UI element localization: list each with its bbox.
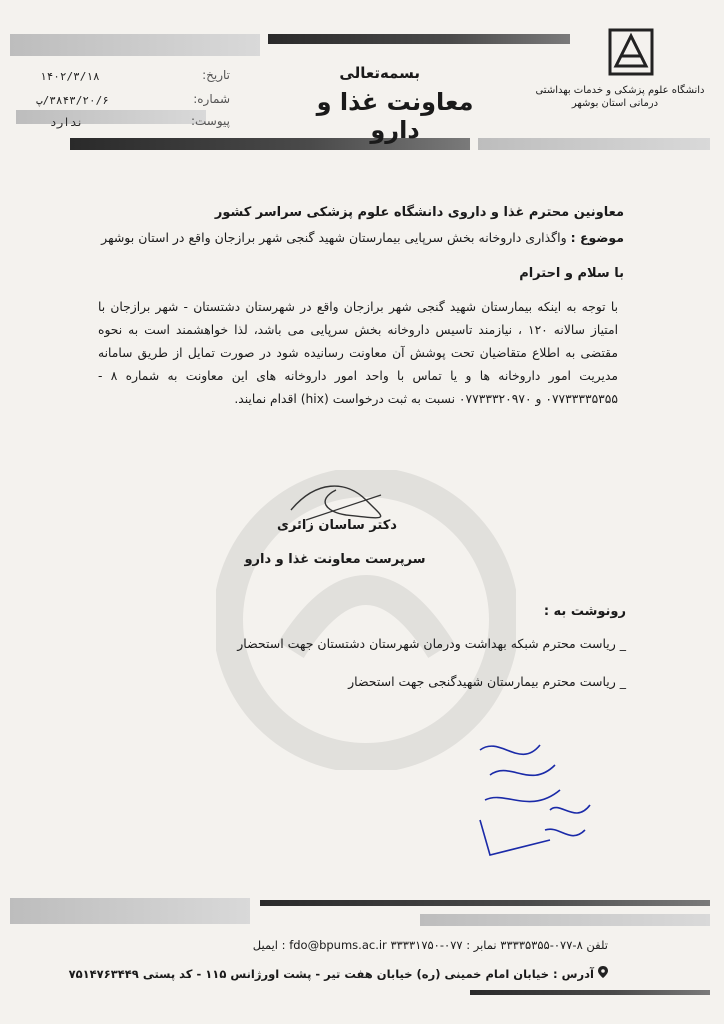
subject-label: موضوع : xyxy=(570,230,624,245)
handwritten-note xyxy=(460,730,610,870)
footer-stripe-right xyxy=(420,914,710,926)
subject-text: واگذاری داروخانه بخش سرپایی بیمارستان شهید گنجی شهر برازجان واقع در استان بوشهر xyxy=(101,230,567,245)
university-subname: درمانی استان بوشهر xyxy=(571,98,659,109)
location-pin-icon xyxy=(598,966,608,978)
footer-contact: تلفن ۸-۰۷۷-۳۳۳۳۵۳۵۵ نمابر : ۰۷۷-۳۳۳۳۱۷۵۰ fdo@bpums.ac.ir : ایمیل xyxy=(252,938,608,952)
footer-address: آدرس : خیابان امام خمینی (ره) خیابان هفت تیر - پشت اورژانس ۱۱۵ - کد پستی ۷۵۱۴۷۶۳۴۴۹ xyxy=(68,967,594,981)
header-stripe-top-right xyxy=(268,34,570,44)
basmala: بسمه‌تعالی xyxy=(339,64,420,82)
header-stripe-top-left xyxy=(10,34,260,56)
deputy-title: معاونت غذا و دارو xyxy=(316,88,474,144)
university-logo-icon xyxy=(606,26,656,78)
footer-address-row xyxy=(60,966,608,981)
cc-item: _ ریاست محترم بیمارستان شهیدگنجی جهت استحضار xyxy=(348,674,626,689)
greeting: با سلام و احترام xyxy=(519,266,624,281)
footer-stripe-left xyxy=(10,898,250,924)
footer-stripe-dark xyxy=(260,900,710,906)
footer-stripe-bottom xyxy=(470,990,710,995)
subject-line xyxy=(101,230,624,245)
recipient: معاونین محترم غذا و داروی دانشگاه علوم پزشکی سراسر کشور xyxy=(214,205,624,220)
date-value: ۱۴۰۲/۳/۱۸ xyxy=(40,70,100,83)
number-value: ۳۸۴۳/۲۰/۶/پ xyxy=(36,94,109,107)
number-label: شماره: xyxy=(193,92,230,106)
cc-heading: رونوشت به : xyxy=(543,604,626,619)
university-name: دانشگاه علوم پزشکی و خدمات بهداشتی xyxy=(535,85,705,96)
attachment-label: پیوست: xyxy=(190,114,230,128)
cc-item: _ ریاست محترم شبکه بهداشت ودرمان شهرستان دشتستان جهت استحضار xyxy=(237,636,626,651)
signer-name: دکتر ساسان زائری xyxy=(277,518,397,533)
body-paragraph: با توجه به اینکه بیمارستان شهید گنجی شهر برازجان واقع در شهرستان دشتستان - شهر برازجان با امتیاز سالانه ۱۲۰ ، نیازمند تاسیس داروخانه بخش سرپایی می باشد، لذا خواهشمند است به نحوه مقتضی به اطلاع متقاضیان تحت پوشش آن معاونت رسانیده شود در صورت تمایل از طریق سامانه مدیریت امور داروخانه ها و یا تماس با واحد امور داروخانه های این معاونت به شماره ۸ - ۰۷۷۳۳۳۳۵۳۵۵ و ۰۷۷۳۳۳۲۰۹۷۰ نسبت به ثبت درخواست (hix) اقدام نمایند. xyxy=(98,300,618,406)
header-stripe-bottom-right xyxy=(478,138,710,150)
date-label: تاریخ: xyxy=(202,68,230,82)
attachment-value: ندارد xyxy=(50,116,84,129)
signer-title: سرپرست معاونت غذا و دارو xyxy=(244,552,426,567)
